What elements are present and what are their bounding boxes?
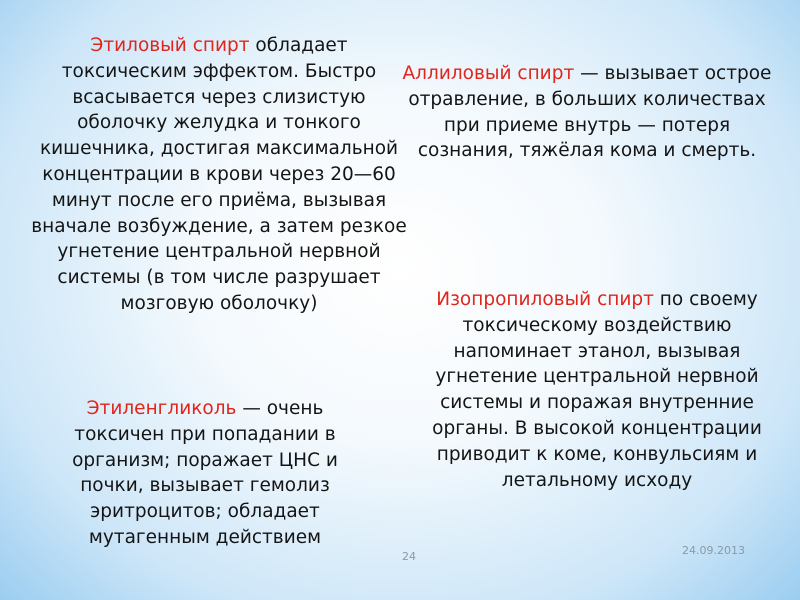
- ethylene-glycol-description: — очень токсичен при попадании в организм; поражает ЦНС и почки, вызывает гемолиз эритроцитов; обладает мутагенным действием: [72, 398, 338, 548]
- ethylene-glycol-term: Этиленгликоль: [86, 398, 237, 419]
- ethylene-glycol-paragraph: [40, 396, 370, 551]
- ethanol-paragraph: [30, 33, 408, 317]
- allyl-description: — вызывает острое отравление, в больших количествах при приеме внутрь — потеря сознания, тяжёлая кома и смерть.: [408, 63, 772, 162]
- allyl-term: Аллиловый спирт: [402, 63, 575, 84]
- ethanol-description: обладает токсическим эффектом. Быстро всасывается через слизистую оболочку желудка и тонкого кишечника, достигая максимальной концентрации в крови через 20—60 минут после его приёма, вызывая вначале возбуждение, а затем резкое угнетение центральной нервной системы (в том числе разрушает мозговую оболочку): [31, 35, 407, 314]
- slide-date: 24.09.2013: [682, 544, 745, 557]
- page-number: 24: [402, 550, 416, 563]
- isopropyl-description: по своему токсическому воздействию напоминает этанол, вызывая угнетение центральной нервной системы и поражая внутренние органы. В высокой концентрации приводит к коме, конвульсиям и летальному исходу: [432, 289, 762, 491]
- isopropyl-term: Изопропиловый спирт: [436, 289, 654, 310]
- ethanol-term: Этиловый спирт: [90, 35, 250, 56]
- allyl-paragraph: [402, 61, 772, 164]
- isopropyl-paragraph: [402, 287, 792, 493]
